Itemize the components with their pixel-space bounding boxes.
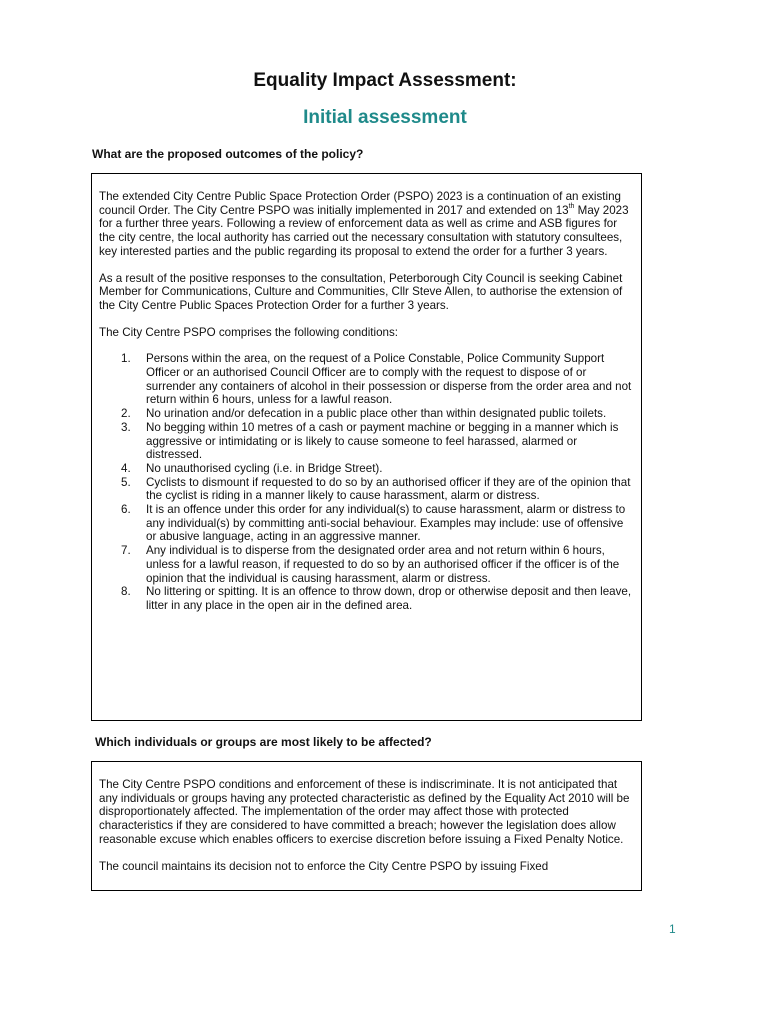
condition-item: 5. Cyclists to dismount if requested to do so by an authorised officer if they are of the opinion that the cyclist is riding in a manner likely to cause harassment, alarm or distress. [121, 475, 631, 503]
document-subtitle: Initial assessment [303, 107, 467, 128]
condition-item: 7. Any individual is to disperse from the designated order area and not return within 6 hours, unless for a lawful reason, if requested to do so by an authorised officer if the officer is of the opinion that the individual is causing harassment, alarm or distress. [121, 544, 620, 585]
question-proposed-outcomes: What are the proposed outcomes of the policy? [92, 147, 364, 161]
conditions-list [99, 352, 632, 612]
outcomes-paragraph-3: The City Centre PSPO comprises the following conditions: [99, 325, 398, 339]
condition-item: 4. No unauthorised cycling (i.e. in Bridge Street). [121, 461, 383, 475]
affected-groups-answer-box [91, 761, 642, 891]
condition-item: 2. No urination and/or defecation in a public place other than within designated public toilets. [121, 407, 607, 421]
outcomes-answer-box [91, 173, 642, 721]
condition-item: 1. Persons within the area, on the request of a Police Constable, Police Community Support Officer or an authorised Council Officer are to comply with the request to dispose of or surrender any containers of alcohol in their possession or disperse from the order area and not return within 6 hours, unless for a lawful reason. [121, 352, 632, 407]
affected-paragraph-1: The City Centre PSPO conditions and enforcement of these is indiscriminate. It is not anticipated that any individuals or groups having any protected characteristic as defined by the Equality Act 2010 will be disproportionately affected. The implementation of the order may affect those with protected characteristics if they are considered to have committed a breach; however the legislation does allow reasonable excuse which enables officers to exercise discretion before issuing a Fixed Penalty Notice. [99, 778, 630, 846]
affected-paragraph-2: The council maintains its decision not to enforce the City Centre PSPO by issuing Fixed [99, 859, 549, 873]
condition-item: 6. It is an offence under this order for any individual(s) to cause harassment, alarm or distress to any individual(s) by committing anti-social behaviour. Examples may include: use of offensive or abusive language, acting in an aggressive manner. [121, 503, 626, 544]
page-number: 1 [669, 922, 676, 936]
condition-item: 3. No begging within 10 metres of a cash or payment machine or begging in a manner which is aggressive or intimidating or is likely to cause someone to feel harassed, alarmed or distressed. [121, 420, 619, 462]
question-affected-groups: Which individuals or groups are most likely to be affected? [95, 735, 432, 749]
outcomes-paragraph-1: The extended City Centre Public Space Protection Order (PSPO) 2023 is a continuation of an existing council Order. The City Centre PSPO was initially implemented in 2017 and extended on 13th May 2023 for a further three years. Following a review of enforcement data as well as crime and ASB figures for the city centre, the local authority has carried out the necessary consultation with statutory consultees, key interested parties and the public regarding its proposal to extend the order for a further 3 years. [99, 190, 629, 258]
condition-item: 8. No littering or spitting. It is an offence to throw down, drop or otherwise deposit and then leave, litter in any place in the open air in the defined area. [121, 585, 632, 612]
outcomes-paragraph-2: As a result of the positive responses to the consultation, Peterborough City Council is seeking Cabinet Member for Communications, Culture and Communities, Cllr Steve Allen, to authorise the extension of the City Centre Public Spaces Protection Order for a further 3 years. [99, 271, 623, 312]
document-title: Equality Impact Assessment: [253, 70, 517, 91]
